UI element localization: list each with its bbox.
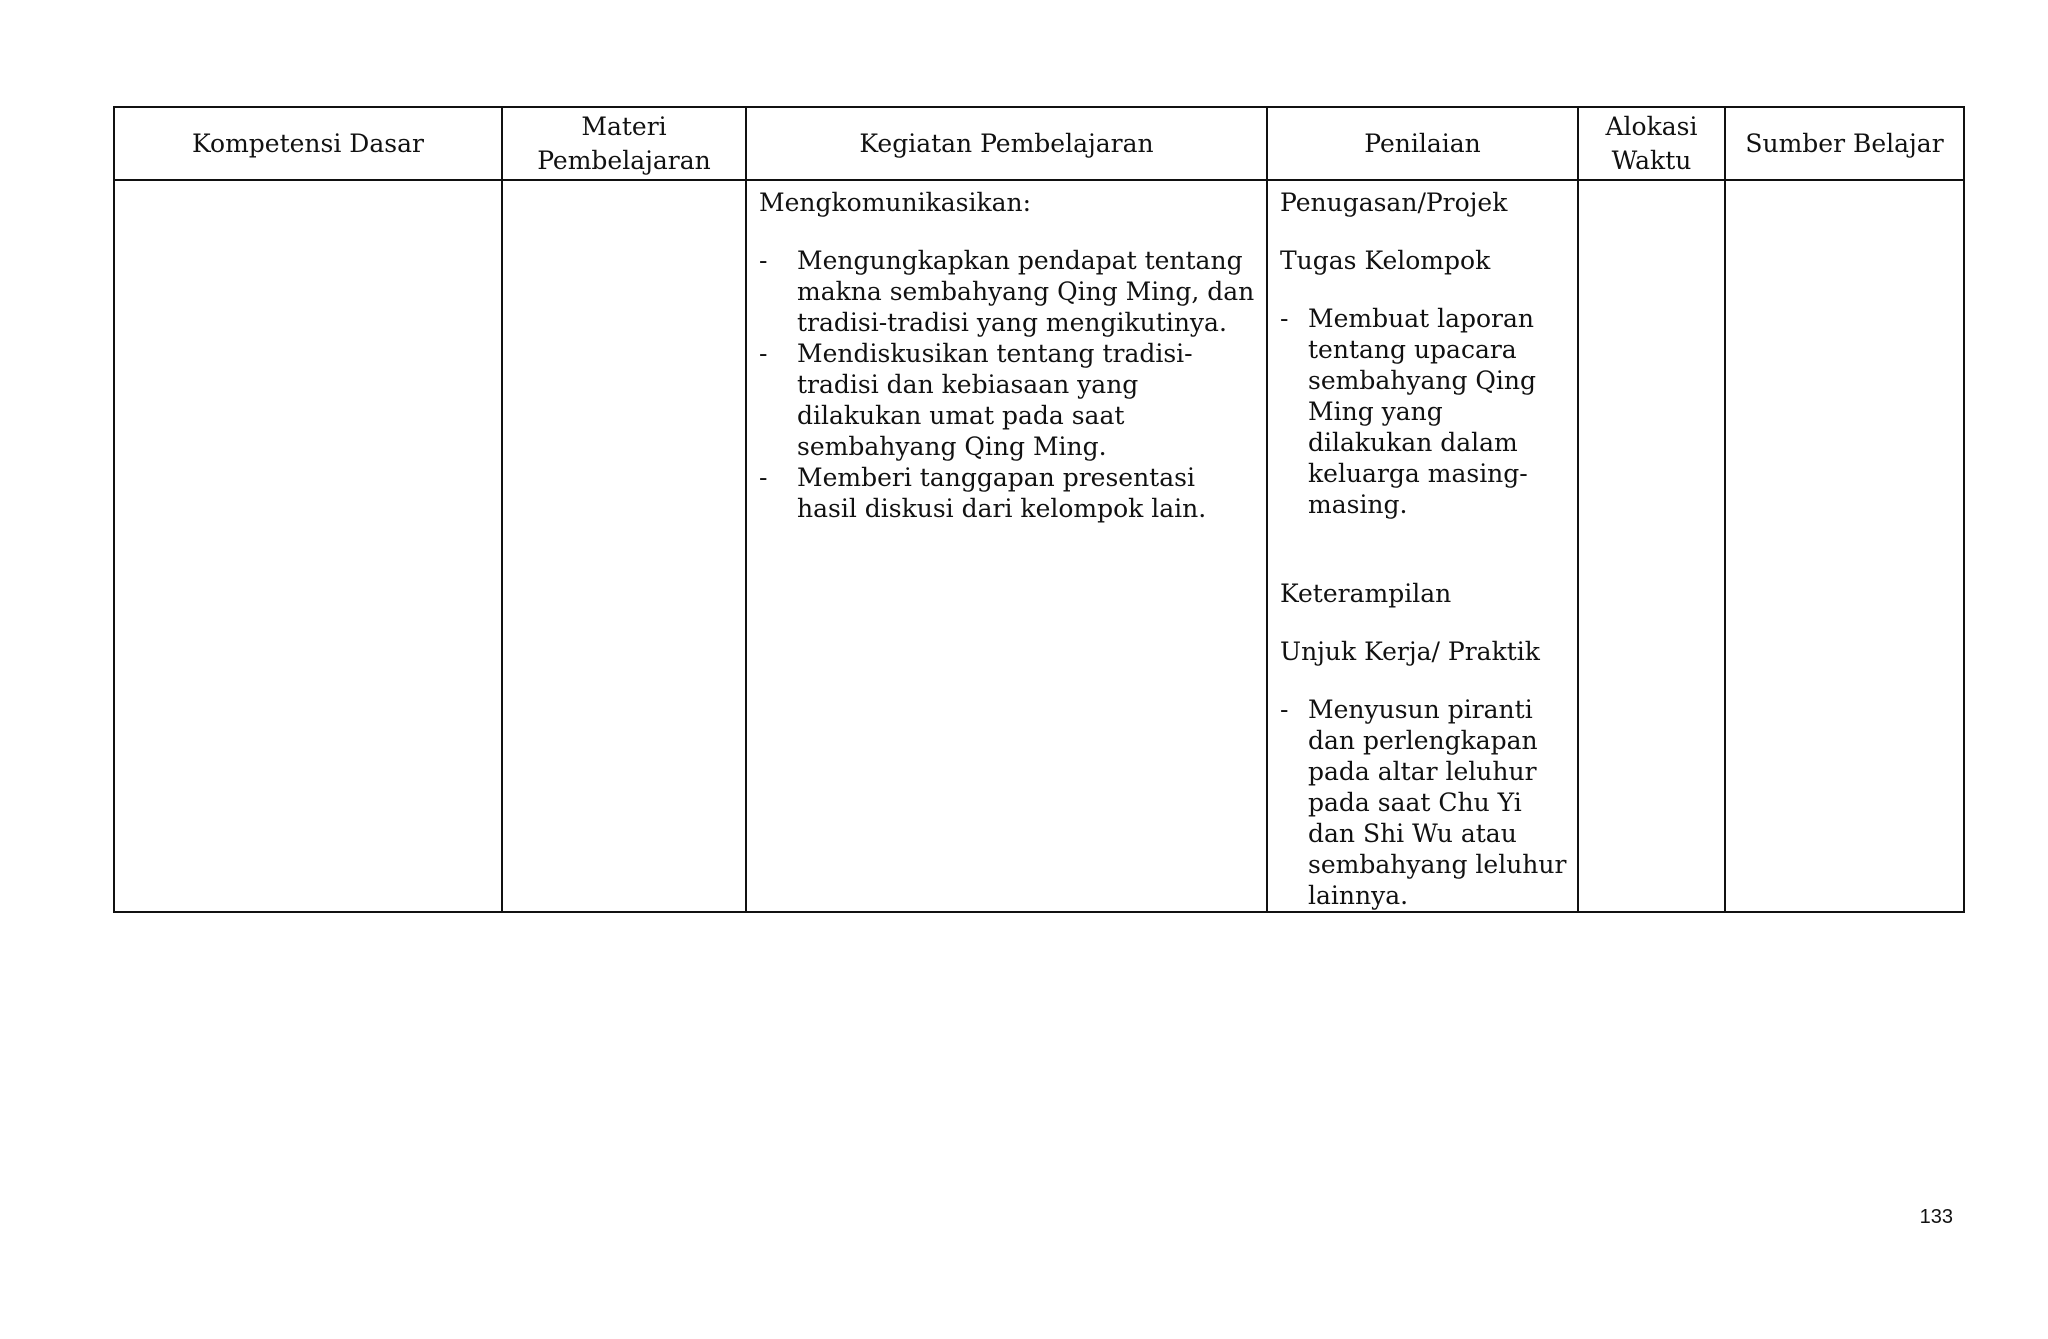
table-row — [114, 180, 1964, 912]
header-sumber-belajar: Sumber Belajar — [1725, 107, 1964, 180]
cell-kegiatan-pembelajaran — [746, 180, 1267, 912]
page-number: 133 — [1919, 1206, 1953, 1228]
header-materi-pembelajaran: Materi Pembelajaran — [502, 107, 746, 180]
header-kegiatan-pembelajaran: Kegiatan Pembelajaran — [746, 107, 1267, 180]
cell-kompetensi-dasar — [114, 180, 502, 912]
penilaian-list-praktik — [1280, 694, 1567, 911]
header-alokasi-waktu: Alokasi Waktu — [1578, 107, 1725, 180]
list-item: - Mengungkapkan pendapat tentang makna sembahyang Qing Ming, dan tradisi-tradisi yang mengikutinya. — [759, 245, 1256, 338]
penilaian-subheading-tugas: Tugas Kelompok — [1280, 246, 1491, 275]
header-penilaian: Penilaian — [1267, 107, 1578, 180]
kegiatan-list — [759, 245, 1256, 524]
cell-penilaian — [1267, 180, 1578, 912]
syllabus-table — [113, 106, 1965, 913]
penilaian-subheading-unjuk-kerja: Unjuk Kerja/ Praktik — [1280, 637, 1540, 666]
penilaian-heading-penugasan: Penugasan/Projek — [1280, 188, 1508, 217]
penilaian-heading-keterampilan: Keterampilan — [1280, 579, 1452, 608]
list-item: - Memberi tanggapan presentasi hasil diskusi dari kelompok lain. — [759, 462, 1256, 524]
penilaian-list-tugas — [1280, 303, 1567, 520]
kegiatan-title: Mengkomunikasikan: — [759, 188, 1032, 217]
header-row — [114, 107, 1964, 180]
list-item: - Menyusun piranti dan perlengkapan pada altar leluhur pada saat Chu Yi dan Shi Wu atau sembahyang leluhur lainnya. — [1280, 694, 1567, 911]
list-item: - Mendiskusikan tentang tradisi-tradisi dan kebiasaan yang dilakukan umat pada saat sembahyang Qing Ming. — [759, 338, 1256, 462]
list-item: - Membuat laporan tentang upacara sembahyang Qing Ming yang dilakukan dalam keluarga masing-masing. — [1280, 303, 1567, 520]
cell-alokasi-waktu — [1578, 180, 1725, 912]
cell-materi-pembelajaran — [502, 180, 746, 912]
header-kompetensi-dasar: Kompetensi Dasar — [114, 107, 502, 180]
cell-sumber-belajar — [1725, 180, 1964, 912]
